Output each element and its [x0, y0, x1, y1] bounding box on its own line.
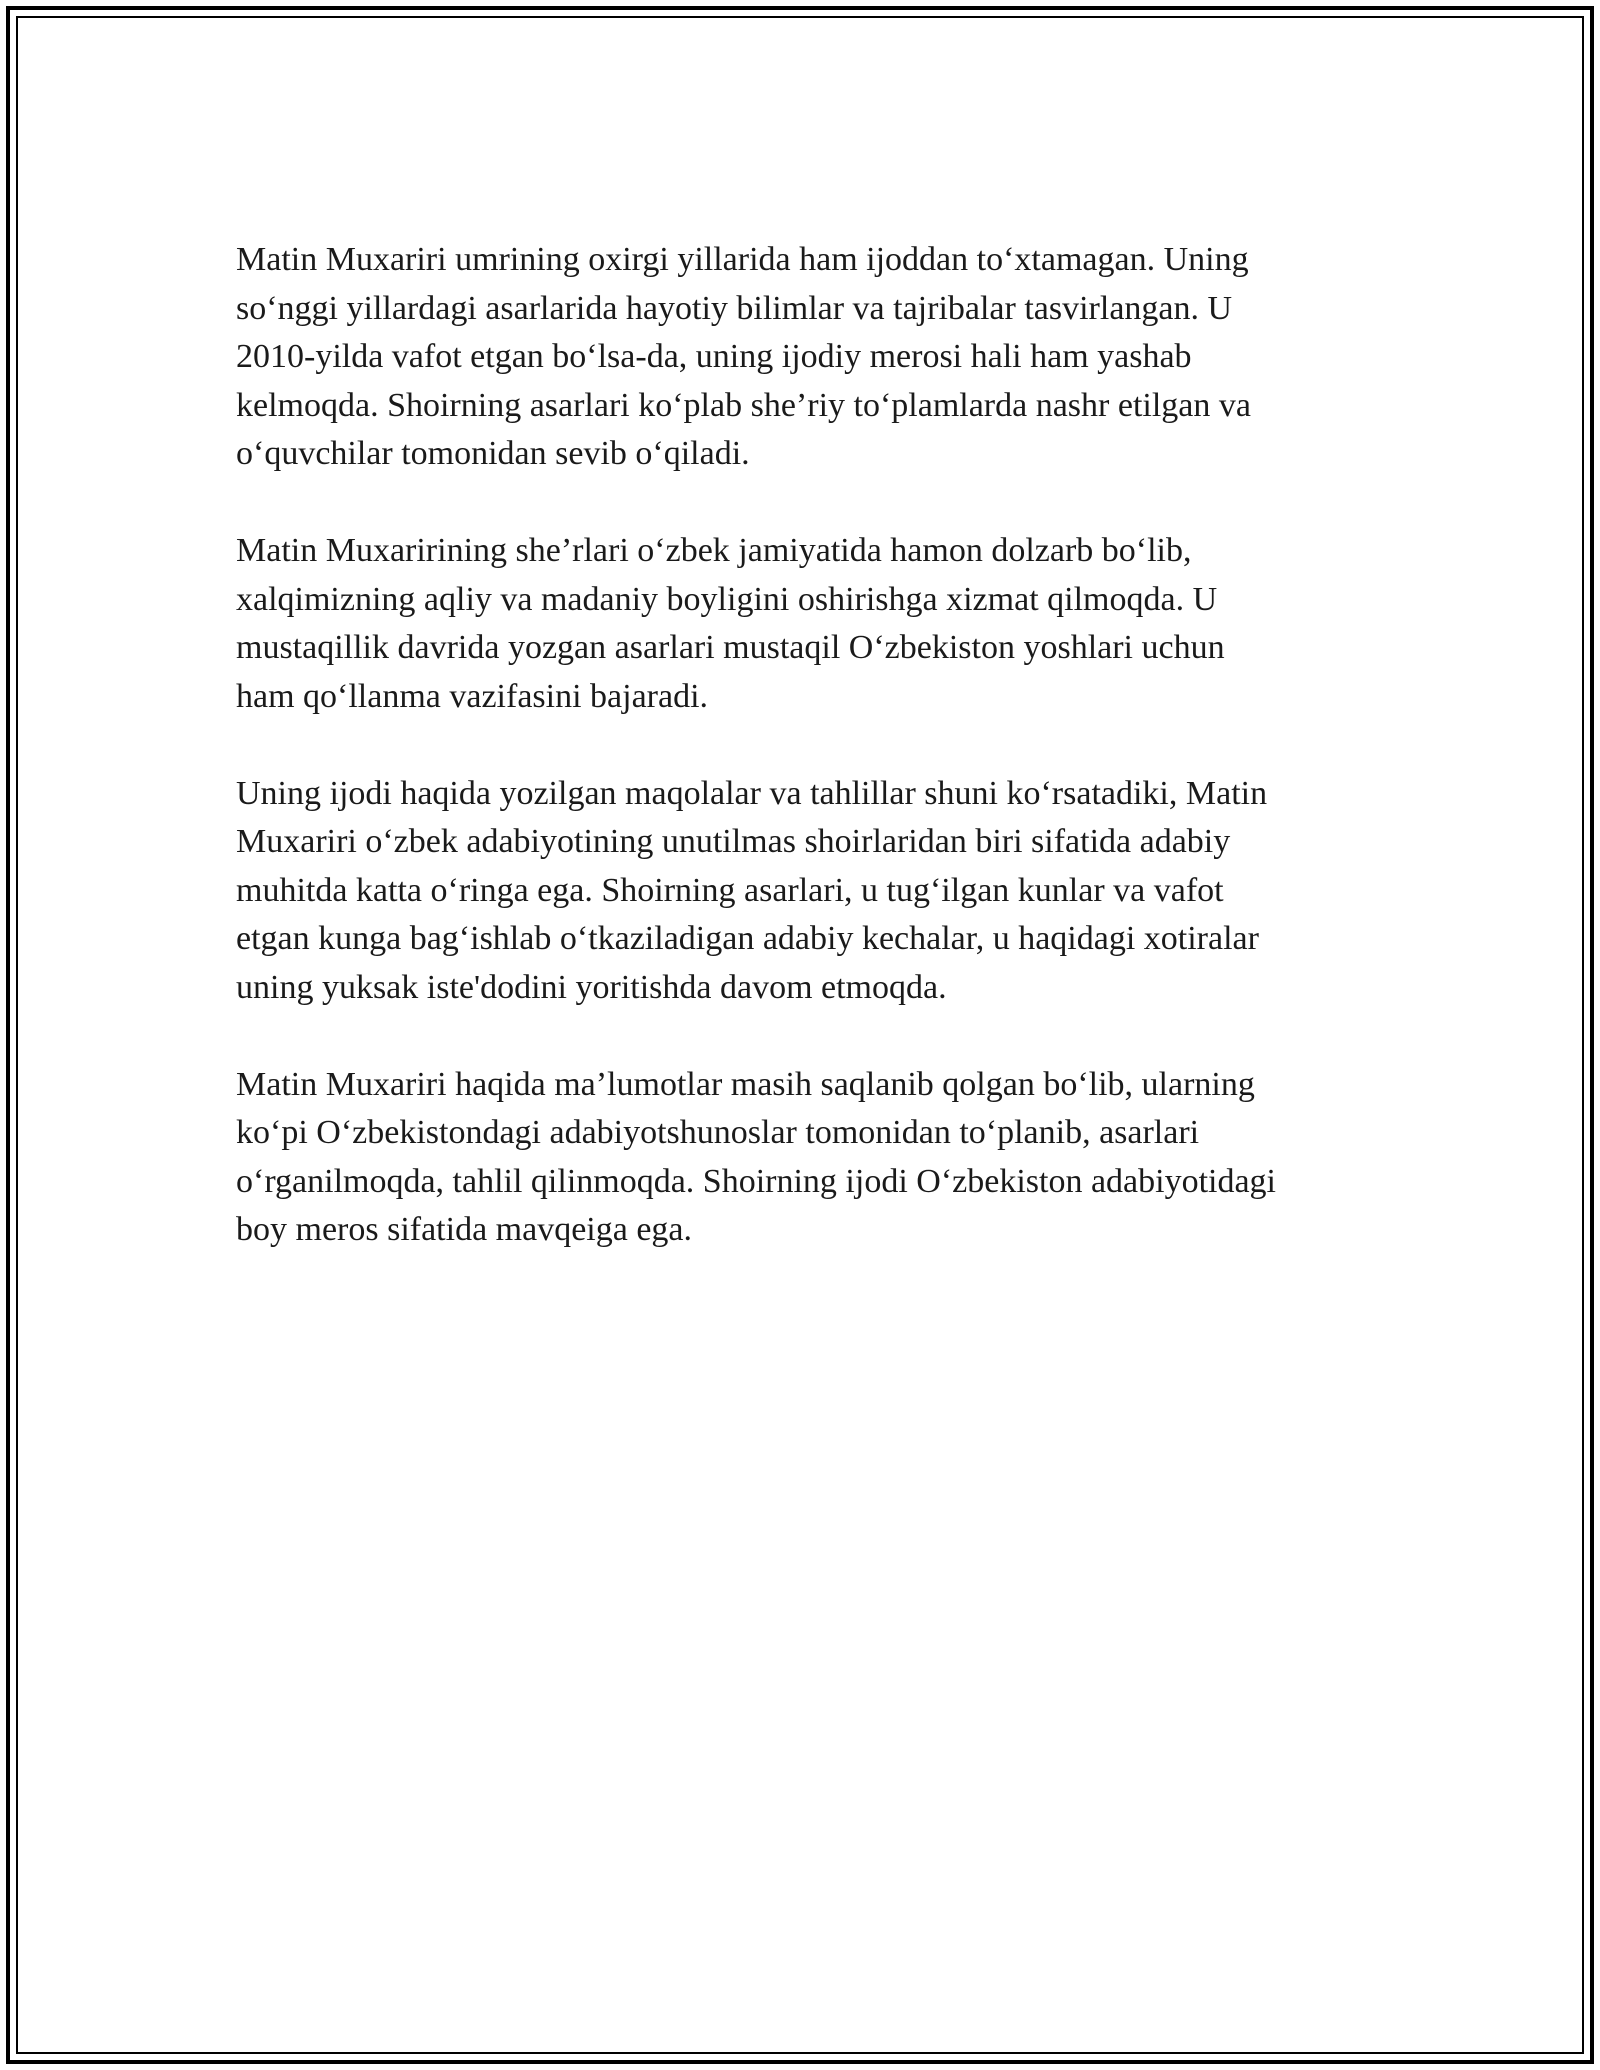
- text-line: 2010-yilda vafot etgan bo‘lsa-da, uning ijodiy merosi hali ham yashab: [236, 338, 1192, 375]
- text-line: o‘rganilmoqda, tahlil qilinmoqda. Shoirning ijodi O‘zbekiston adabiyotidagi: [236, 1162, 1277, 1200]
- paragraph-4: [236, 1061, 1376, 1255]
- paragraph-1: [236, 236, 1376, 479]
- text-line: o‘quvchilar tomonidan sevib o‘qiladi.: [236, 435, 750, 472]
- text-line: kelmoqda. Shoirning asarlari ko‘plab she’riy to‘plamlarda nashr etilgan va: [236, 386, 1251, 424]
- text-line: etgan kunga bag‘ishlab o‘tkaziladigan adabiy kechalar, u haqidagi xotiralar: [236, 920, 1259, 957]
- document-body: [236, 236, 1376, 1303]
- paragraph-2: [236, 527, 1376, 721]
- text-line: Uning ijodi haqida yozilgan maqolalar va tahlillar shuni ko‘rsatadiki, Matin: [236, 774, 1268, 812]
- text-line: Matin Muxariri haqida ma’lumotlar masih saqlanib qolgan bo‘lib, ularning: [236, 1065, 1255, 1103]
- text-line: boy meros sifatida mavqeiga ega.: [236, 1211, 693, 1248]
- paragraph-3: [236, 770, 1376, 1013]
- text-line: xalqimizning aqliy va madaniy boyligini oshirishga xizmat qilmoqda. U: [236, 580, 1218, 618]
- text-line: mustaqillik davrida yozgan asarlari mustaqil O‘zbekiston yoshlari uchun: [236, 629, 1225, 666]
- text-line: Matin Muxaririning she’rlari o‘zbek jamiyatida hamon dolzarb bo‘lib,: [236, 532, 1192, 569]
- text-line: uning yuksak iste'dodini yoritishda davom etmoqda.: [236, 968, 947, 1006]
- text-line: Muxariri o‘zbek adabiyotining unutilmas shoirlaridan biri sifatida adabiy: [236, 823, 1231, 860]
- text-line: Matin Muxariri umrining oxirgi yillarida ham ijoddan to‘xtamagan. Uning: [236, 241, 1249, 278]
- text-line: ham qo‘llanma vazifasini bajaradi.: [236, 677, 709, 715]
- text-line: ko‘pi O‘zbekistondagi adabiyotshunoslar tomonidan to‘planib, asarlari: [236, 1114, 1200, 1151]
- text-line: so‘nggi yillardagi asarlarida hayotiy bilimlar va tajribalar tasvirlangan. U: [236, 289, 1233, 327]
- text-line: muhitda katta o‘ringa ega. Shoirning asarlari, u tug‘ilgan kunlar va vafot: [236, 871, 1224, 909]
